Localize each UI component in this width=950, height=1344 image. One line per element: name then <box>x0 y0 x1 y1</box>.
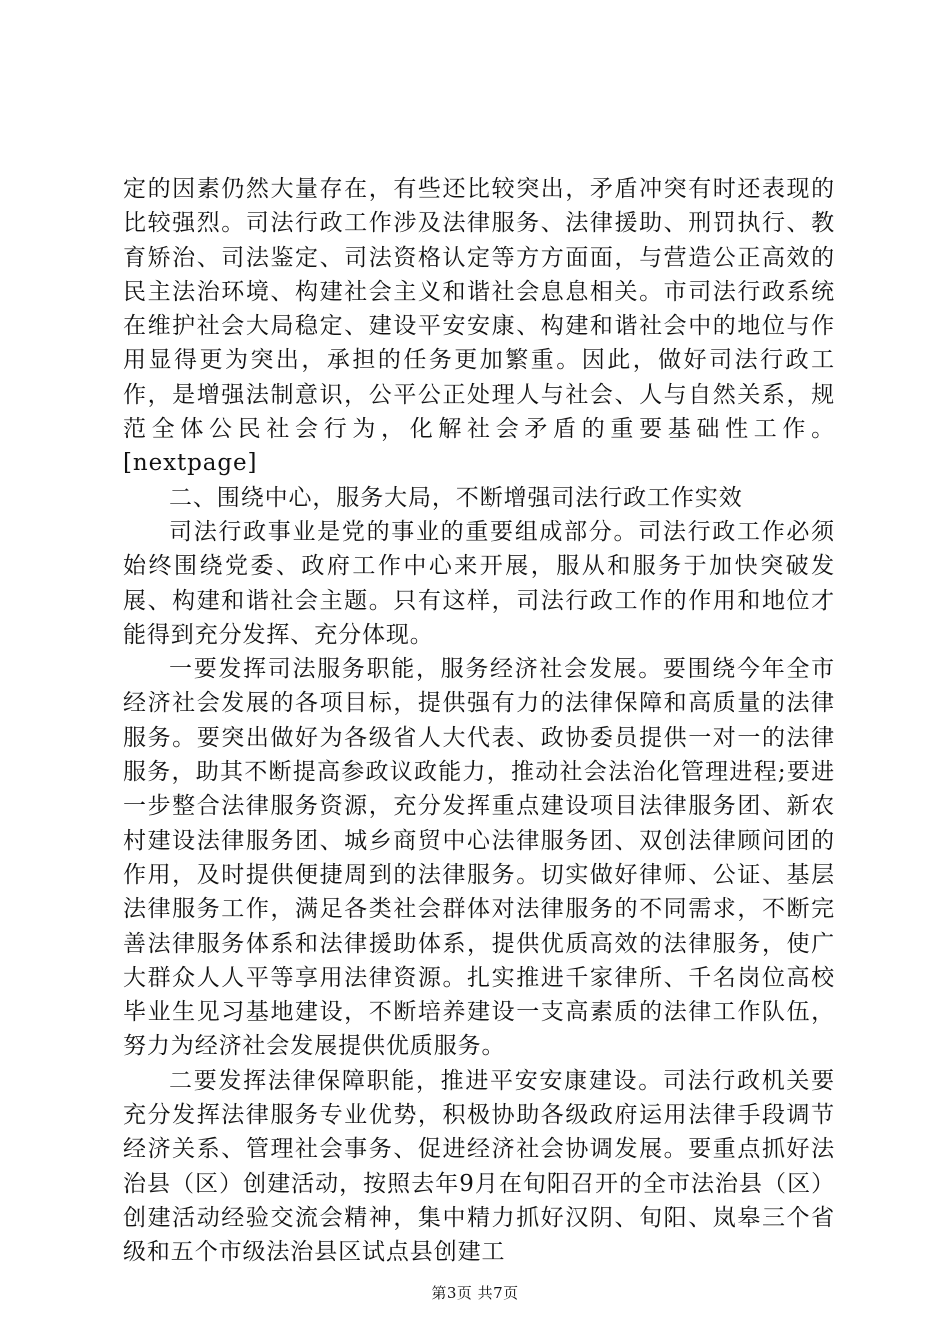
page-number-footer: 第3页 共7页 <box>431 1284 519 1302</box>
section-heading: 二、围绕中心，服务大局，不断增强司法行政工作实效 <box>169 484 743 511</box>
paragraph-2: 司法行政事业是党的事业的重要组成部分。司法行政工作必须始终围绕党委、政府工作中心来开展，服从和服务于加快突破发展、构建和谐社会主题。只有这样，司法行政工作的作用和地位才能得到充分发挥、充分体现。 <box>123 518 835 648</box>
paragraph-1: 定的因素仍然大量存在，有些还比较突出，矛盾冲突有时还表现的比较强烈。司法行政工作涉及法律服务、法律援助、刑罚执行、教育矫治、司法鉴定、司法资格认定等方方面面，与营造公正高效的民主法治环境、构建社会主义和谐社会息息相关。市司法行政系统在维护社会大局稳定、建设平安安康、构建和谐社会中的地位与作用显得更为突出，承担的任务更加繁重。因此，做好司法行政工作，是增强法制意识，公平公正处理人与社会、人与自然关系，规范全体公民社会行为，化解社会矛盾的重要基础性工作。[nextpage] <box>123 176 835 477</box>
document-body <box>123 172 835 1270</box>
paragraph-4: 二要发挥法律保障职能，推进平安安康建设。司法行政机关要充分发挥法律服务专业优势，积极协助各级政府运用法律手段调节经济关系、管理社会事务、促进经济社会协调发展。要重点抓好法治县（区）创建活动，按照去年9月在旬阳召开的全市法治县（区）创建活动经验交流会精神，集中精力抓好汉阴、旬阳、岚皋三个省级和五个市级法治县区试点县创建工 <box>123 1067 835 1266</box>
paragraph-3: 一要发挥司法服务职能，服务经济社会发展。要围绕今年全市经济社会发展的各项目标，提供强有力的法律保障和高质量的法律服务。要突出做好为各级省人大代表、政协委员提供一对一的法律服务，助其不断提高参政议政能力，推动社会法治化管理进程;要进一步整合法律服务资源，充分发挥重点建设项目法律服务团、新农村建设法律服务团、城乡商贸中心法律服务团、双创法律顾问团的作用，及时提供便捷周到的法律服务。切实做好律师、公证、基层法律服务工作，满足各类社会群体对法律服务的不同需求，不断完善法律服务体系和法律援助体系，提供优质高效的法律服务，使广大群众人人平等享用法律资源。扎实推进千家律所、千名岗位高校毕业生见习基地建设，不断培养建设一支高素质的法律工作队伍，努力为经济社会发展提供优质服务。 <box>123 656 835 1060</box>
